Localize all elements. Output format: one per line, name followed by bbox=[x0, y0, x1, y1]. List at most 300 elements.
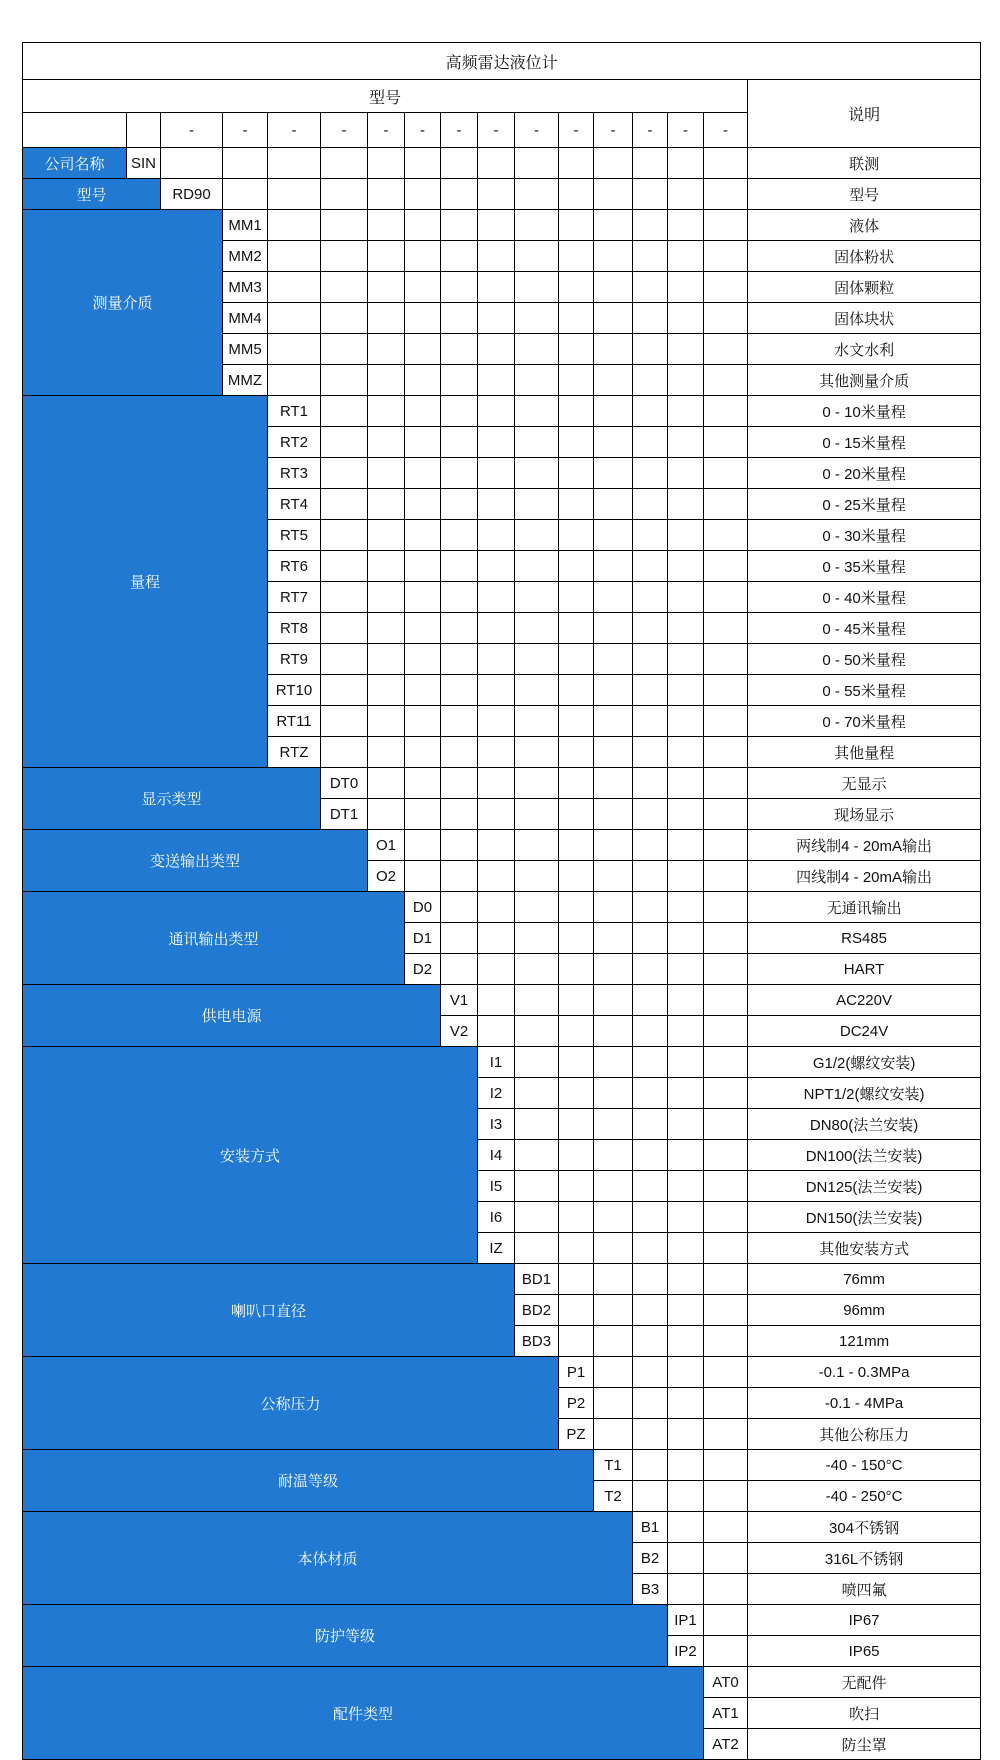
empty-cell bbox=[594, 1202, 633, 1233]
empty-cell bbox=[668, 644, 704, 675]
empty-cell bbox=[321, 396, 368, 427]
option-description: 0 - 45米量程 bbox=[748, 613, 981, 644]
empty-cell bbox=[268, 334, 321, 365]
empty-cell bbox=[633, 1047, 668, 1078]
empty-cell bbox=[668, 1171, 704, 1202]
empty-cell bbox=[368, 458, 405, 489]
option-code: RT7 bbox=[268, 582, 321, 613]
empty-cell bbox=[594, 148, 633, 179]
empty-cell bbox=[478, 396, 515, 427]
option-code: BD3 bbox=[515, 1326, 559, 1357]
option-description: 型号 bbox=[748, 179, 981, 210]
option-description: -40 - 150°C bbox=[748, 1450, 981, 1481]
option-description: 0 - 50米量程 bbox=[748, 644, 981, 675]
empty-cell bbox=[633, 644, 668, 675]
empty-cell bbox=[633, 1326, 668, 1357]
empty-cell bbox=[633, 1388, 668, 1419]
empty-cell bbox=[704, 923, 748, 954]
empty-cell bbox=[704, 706, 748, 737]
empty-cell bbox=[268, 272, 321, 303]
option-description: 联测 bbox=[748, 148, 981, 179]
option-code: IP2 bbox=[668, 1636, 704, 1667]
empty-cell bbox=[633, 551, 668, 582]
empty-cell bbox=[368, 799, 405, 830]
empty-cell bbox=[704, 551, 748, 582]
empty-cell bbox=[668, 458, 704, 489]
empty-cell bbox=[704, 582, 748, 613]
option-code: AT2 bbox=[704, 1729, 748, 1760]
empty-cell bbox=[405, 427, 441, 458]
empty-cell bbox=[633, 1140, 668, 1171]
model-header: 型号 bbox=[23, 80, 748, 113]
empty-cell bbox=[515, 458, 559, 489]
empty-cell bbox=[594, 1078, 633, 1109]
table-row bbox=[23, 210, 981, 241]
empty-cell bbox=[478, 768, 515, 799]
empty-cell bbox=[633, 1450, 668, 1481]
option-description: DN150(法兰安装) bbox=[748, 1202, 981, 1233]
empty-cell bbox=[515, 954, 559, 985]
empty-cell bbox=[441, 272, 478, 303]
empty-cell bbox=[668, 210, 704, 241]
option-description: IP65 bbox=[748, 1636, 981, 1667]
empty-cell bbox=[668, 1481, 704, 1512]
option-description: 0 - 35米量程 bbox=[748, 551, 981, 582]
empty-cell bbox=[704, 1078, 748, 1109]
empty-cell bbox=[321, 644, 368, 675]
empty-cell bbox=[704, 427, 748, 458]
option-description: 0 - 30米量程 bbox=[748, 520, 981, 551]
option-description: 0 - 25米量程 bbox=[748, 489, 981, 520]
empty-cell bbox=[478, 489, 515, 520]
empty-cell bbox=[478, 613, 515, 644]
empty-cell bbox=[515, 613, 559, 644]
empty-cell bbox=[368, 613, 405, 644]
empty-cell bbox=[321, 334, 368, 365]
empty-cell bbox=[633, 830, 668, 861]
empty-cell bbox=[368, 427, 405, 458]
empty-cell bbox=[441, 303, 478, 334]
option-code: B2 bbox=[633, 1543, 668, 1574]
empty-cell bbox=[515, 1016, 559, 1047]
table-row bbox=[23, 1512, 981, 1543]
empty-cell bbox=[441, 489, 478, 520]
empty-cell bbox=[441, 675, 478, 706]
empty-cell bbox=[368, 768, 405, 799]
empty-cell bbox=[594, 1419, 633, 1450]
empty-cell bbox=[633, 1202, 668, 1233]
empty-cell bbox=[405, 241, 441, 272]
option-description: 0 - 70米量程 bbox=[748, 706, 981, 737]
empty-cell bbox=[668, 1295, 704, 1326]
empty-cell bbox=[704, 1109, 748, 1140]
empty-cell bbox=[704, 1295, 748, 1326]
empty-cell bbox=[704, 1171, 748, 1202]
empty-cell bbox=[633, 1233, 668, 1264]
empty-cell bbox=[633, 1481, 668, 1512]
empty-cell bbox=[668, 272, 704, 303]
empty-cell bbox=[594, 706, 633, 737]
option-description: 无配件 bbox=[748, 1667, 981, 1698]
option-description: 水文水利 bbox=[748, 334, 981, 365]
empty-cell bbox=[704, 954, 748, 985]
empty-cell bbox=[478, 985, 515, 1016]
empty-cell bbox=[368, 334, 405, 365]
empty-cell bbox=[559, 954, 594, 985]
empty-cell bbox=[515, 365, 559, 396]
empty-cell bbox=[594, 210, 633, 241]
option-description: HART bbox=[748, 954, 981, 985]
option-description: RS485 bbox=[748, 923, 981, 954]
empty-cell bbox=[633, 179, 668, 210]
empty-cell bbox=[515, 923, 559, 954]
empty-cell bbox=[321, 148, 368, 179]
empty-cell bbox=[559, 1202, 594, 1233]
empty-cell bbox=[633, 520, 668, 551]
empty-cell bbox=[441, 830, 478, 861]
empty-cell bbox=[668, 892, 704, 923]
option-code: D2 bbox=[405, 954, 441, 985]
code-separator-dash: - bbox=[441, 113, 478, 148]
code-separator-dash: - bbox=[559, 113, 594, 148]
empty-cell bbox=[515, 861, 559, 892]
empty-cell bbox=[559, 365, 594, 396]
empty-cell bbox=[478, 551, 515, 582]
empty-cell bbox=[594, 830, 633, 861]
empty-cell bbox=[368, 520, 405, 551]
empty-cell bbox=[405, 737, 441, 768]
empty-cell bbox=[368, 179, 405, 210]
empty-cell bbox=[441, 334, 478, 365]
empty-cell bbox=[321, 272, 368, 303]
empty-cell bbox=[594, 954, 633, 985]
empty-cell bbox=[559, 923, 594, 954]
empty-cell bbox=[559, 861, 594, 892]
empty-cell bbox=[478, 179, 515, 210]
option-description: 喷四氟 bbox=[748, 1574, 981, 1605]
category-label: 安装方式 bbox=[23, 1047, 478, 1264]
empty-cell bbox=[594, 179, 633, 210]
empty-cell bbox=[559, 675, 594, 706]
empty-cell bbox=[268, 148, 321, 179]
empty-cell bbox=[368, 303, 405, 334]
empty-cell bbox=[441, 644, 478, 675]
empty-cell bbox=[704, 1605, 748, 1636]
option-description: -0.1 - 4MPa bbox=[748, 1388, 981, 1419]
empty-cell bbox=[478, 799, 515, 830]
option-code: IP1 bbox=[668, 1605, 704, 1636]
option-code: T1 bbox=[594, 1450, 633, 1481]
empty-cell bbox=[368, 582, 405, 613]
option-description: 吹扫 bbox=[748, 1698, 981, 1729]
option-description: 316L不锈钢 bbox=[748, 1543, 981, 1574]
option-code: I6 bbox=[478, 1202, 515, 1233]
empty-cell bbox=[515, 582, 559, 613]
empty-cell bbox=[405, 644, 441, 675]
empty-cell bbox=[668, 551, 704, 582]
option-code: P2 bbox=[559, 1388, 594, 1419]
empty-cell bbox=[704, 830, 748, 861]
empty-cell bbox=[633, 582, 668, 613]
empty-cell bbox=[668, 303, 704, 334]
empty-cell bbox=[559, 334, 594, 365]
empty-cell bbox=[368, 706, 405, 737]
empty-cell bbox=[515, 551, 559, 582]
option-description: 96mm bbox=[748, 1295, 981, 1326]
empty-cell bbox=[405, 210, 441, 241]
empty-cell bbox=[441, 520, 478, 551]
empty-cell bbox=[594, 1326, 633, 1357]
empty-cell bbox=[704, 737, 748, 768]
option-code: IZ bbox=[478, 1233, 515, 1264]
empty-cell bbox=[478, 210, 515, 241]
category-label: 变送输出类型 bbox=[23, 830, 368, 892]
empty-cell bbox=[594, 799, 633, 830]
empty-cell bbox=[594, 768, 633, 799]
empty-cell bbox=[668, 1419, 704, 1450]
empty-cell bbox=[704, 396, 748, 427]
empty-cell bbox=[559, 1295, 594, 1326]
empty-cell bbox=[594, 644, 633, 675]
empty-cell bbox=[559, 272, 594, 303]
table-row bbox=[23, 985, 981, 1016]
empty-cell bbox=[704, 1574, 748, 1605]
empty-cell bbox=[668, 1512, 704, 1543]
empty-cell bbox=[441, 799, 478, 830]
empty-cell bbox=[559, 1016, 594, 1047]
empty-cell bbox=[405, 613, 441, 644]
empty-cell bbox=[633, 272, 668, 303]
empty-cell bbox=[594, 1171, 633, 1202]
empty-cell bbox=[515, 675, 559, 706]
empty-cell bbox=[405, 489, 441, 520]
empty-cell bbox=[515, 985, 559, 1016]
empty-cell bbox=[594, 272, 633, 303]
option-code: B3 bbox=[633, 1574, 668, 1605]
empty-cell bbox=[633, 210, 668, 241]
empty-cell bbox=[668, 737, 704, 768]
option-description: 现场显示 bbox=[748, 799, 981, 830]
empty-cell bbox=[441, 458, 478, 489]
option-code: RT10 bbox=[268, 675, 321, 706]
empty-cell bbox=[704, 1543, 748, 1574]
empty-cell bbox=[668, 1202, 704, 1233]
option-code: MM3 bbox=[223, 272, 268, 303]
option-code: RTZ bbox=[268, 737, 321, 768]
option-description: DN80(法兰安装) bbox=[748, 1109, 981, 1140]
table-body bbox=[23, 43, 981, 1760]
option-description: 无通讯输出 bbox=[748, 892, 981, 923]
empty-cell bbox=[405, 768, 441, 799]
empty-cell bbox=[594, 1233, 633, 1264]
empty-cell bbox=[668, 954, 704, 985]
option-description: DN125(法兰安装) bbox=[748, 1171, 981, 1202]
option-code: MM4 bbox=[223, 303, 268, 334]
empty-cell bbox=[704, 1233, 748, 1264]
empty-cell bbox=[478, 241, 515, 272]
empty-cell bbox=[633, 954, 668, 985]
option-description: 液体 bbox=[748, 210, 981, 241]
empty-cell bbox=[594, 1047, 633, 1078]
empty-cell bbox=[594, 613, 633, 644]
empty-cell bbox=[321, 458, 368, 489]
empty-cell bbox=[633, 1109, 668, 1140]
empty-cell bbox=[405, 675, 441, 706]
empty-cell bbox=[405, 551, 441, 582]
empty-cell bbox=[633, 613, 668, 644]
empty-cell bbox=[594, 892, 633, 923]
selection-table bbox=[22, 42, 981, 1760]
category-label: 公称压力 bbox=[23, 1357, 559, 1450]
option-code: AT1 bbox=[704, 1698, 748, 1729]
empty-cell bbox=[515, 1078, 559, 1109]
empty-cell bbox=[668, 179, 704, 210]
description-header: 说明 bbox=[748, 80, 981, 148]
empty-cell bbox=[478, 892, 515, 923]
page-title: 高频雷达液位计 bbox=[23, 43, 981, 80]
empty-cell bbox=[559, 179, 594, 210]
empty-cell bbox=[368, 675, 405, 706]
empty-cell bbox=[668, 1357, 704, 1388]
empty-cell bbox=[441, 768, 478, 799]
option-code: RT11 bbox=[268, 706, 321, 737]
empty-cell bbox=[268, 241, 321, 272]
empty-cell bbox=[515, 1109, 559, 1140]
empty-cell bbox=[594, 1295, 633, 1326]
empty-cell bbox=[704, 1388, 748, 1419]
code-separator-dash: - bbox=[161, 113, 223, 148]
empty-cell bbox=[594, 551, 633, 582]
empty-cell bbox=[633, 861, 668, 892]
option-description: 四线制4 - 20mA输出 bbox=[748, 861, 981, 892]
option-code: D0 bbox=[405, 892, 441, 923]
empty-cell bbox=[441, 582, 478, 613]
empty-cell bbox=[441, 396, 478, 427]
empty-cell bbox=[321, 179, 368, 210]
empty-cell bbox=[594, 675, 633, 706]
option-code: RT6 bbox=[268, 551, 321, 582]
empty-cell bbox=[594, 458, 633, 489]
empty-cell bbox=[559, 830, 594, 861]
empty-cell bbox=[668, 1016, 704, 1047]
code-separator-dash: - bbox=[668, 113, 704, 148]
empty-cell bbox=[515, 768, 559, 799]
code-separator-dash: - bbox=[633, 113, 668, 148]
empty-cell bbox=[268, 365, 321, 396]
option-code: D1 bbox=[405, 923, 441, 954]
empty-cell bbox=[668, 427, 704, 458]
empty-cell bbox=[668, 675, 704, 706]
code-separator-dash: - bbox=[594, 113, 633, 148]
empty-cell bbox=[478, 830, 515, 861]
empty-cell bbox=[633, 1171, 668, 1202]
table-row bbox=[23, 1450, 981, 1481]
option-description: 0 - 20米量程 bbox=[748, 458, 981, 489]
empty-cell bbox=[441, 148, 478, 179]
option-description: IP67 bbox=[748, 1605, 981, 1636]
empty-cell bbox=[478, 675, 515, 706]
empty-cell bbox=[633, 458, 668, 489]
empty-cell bbox=[405, 272, 441, 303]
empty-cell bbox=[441, 613, 478, 644]
table-row bbox=[23, 1667, 981, 1698]
code-separator-dash: - bbox=[405, 113, 441, 148]
empty-cell bbox=[559, 1140, 594, 1171]
empty-cell bbox=[441, 210, 478, 241]
category-label: 本体材质 bbox=[23, 1512, 633, 1605]
empty-cell bbox=[559, 241, 594, 272]
empty-cell bbox=[668, 799, 704, 830]
empty-cell bbox=[668, 334, 704, 365]
option-description: DN100(法兰安装) bbox=[748, 1140, 981, 1171]
option-description: 0 - 55米量程 bbox=[748, 675, 981, 706]
empty-cell bbox=[704, 334, 748, 365]
empty-cell bbox=[559, 489, 594, 520]
empty-cell bbox=[268, 179, 321, 210]
empty-cell bbox=[594, 489, 633, 520]
empty-cell bbox=[704, 799, 748, 830]
empty-cell bbox=[441, 861, 478, 892]
option-description: G1/2(螺纹安装) bbox=[748, 1047, 981, 1078]
empty-cell bbox=[594, 427, 633, 458]
option-code: P1 bbox=[559, 1357, 594, 1388]
empty-cell bbox=[594, 520, 633, 551]
category-label: 公司名称 bbox=[23, 148, 127, 179]
empty-cell bbox=[704, 458, 748, 489]
option-description: -40 - 250°C bbox=[748, 1481, 981, 1512]
empty-cell bbox=[704, 1357, 748, 1388]
table-row bbox=[23, 396, 981, 427]
option-description: NPT1/2(螺纹安装) bbox=[748, 1078, 981, 1109]
empty-cell bbox=[223, 148, 268, 179]
option-description: 其他公称压力 bbox=[748, 1419, 981, 1450]
option-description: 其他量程 bbox=[748, 737, 981, 768]
empty-cell bbox=[559, 1326, 594, 1357]
empty-cell bbox=[515, 830, 559, 861]
empty-cell bbox=[478, 272, 515, 303]
empty-cell bbox=[478, 737, 515, 768]
code-separator-dash: - bbox=[704, 113, 748, 148]
option-description: 固体颗粒 bbox=[748, 272, 981, 303]
option-code: RT9 bbox=[268, 644, 321, 675]
empty-cell bbox=[559, 551, 594, 582]
empty-cell bbox=[478, 303, 515, 334]
empty-cell bbox=[594, 737, 633, 768]
empty-cell bbox=[704, 675, 748, 706]
option-code: BD2 bbox=[515, 1295, 559, 1326]
empty-cell bbox=[368, 148, 405, 179]
option-code: PZ bbox=[559, 1419, 594, 1450]
table-row bbox=[23, 148, 981, 179]
category-label: 型号 bbox=[23, 179, 161, 210]
option-code: T2 bbox=[594, 1481, 633, 1512]
empty-cell bbox=[633, 1016, 668, 1047]
empty-cell bbox=[368, 365, 405, 396]
empty-cell bbox=[559, 148, 594, 179]
empty-cell bbox=[704, 1264, 748, 1295]
table-row bbox=[23, 830, 981, 861]
empty-cell bbox=[668, 1047, 704, 1078]
empty-cell bbox=[633, 1295, 668, 1326]
empty-cell bbox=[441, 179, 478, 210]
empty-cell bbox=[633, 1357, 668, 1388]
empty-cell bbox=[704, 1140, 748, 1171]
empty-cell bbox=[368, 272, 405, 303]
empty-cell bbox=[515, 1233, 559, 1264]
empty-cell bbox=[321, 582, 368, 613]
empty-cell bbox=[633, 489, 668, 520]
code-separator-dash: - bbox=[478, 113, 515, 148]
